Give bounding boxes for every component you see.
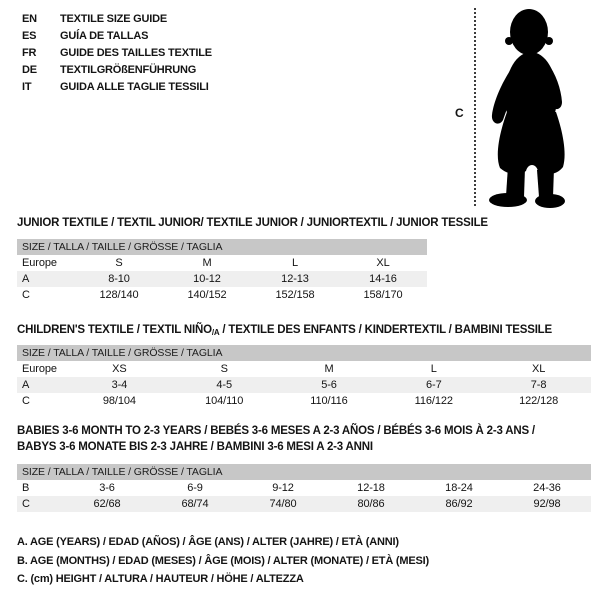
children-title-subscript: /A bbox=[211, 328, 220, 337]
table-row-europe bbox=[17, 361, 591, 377]
babies-title-line1: BABIES 3-6 MONTH TO 2-3 YEARS / BEBÉS 3-6 MESES A 2-3 AÑOS / BÉBÉS 3-6 MOIS À 2-3 ANS / bbox=[17, 425, 535, 437]
table-row-age bbox=[17, 271, 427, 287]
size-cell: 128/140 bbox=[99, 289, 139, 301]
row-label-cell: A bbox=[17, 377, 67, 393]
language-code: DE bbox=[22, 64, 37, 76]
language-code: EN bbox=[22, 13, 37, 25]
size-cell: 12-18 bbox=[357, 482, 385, 494]
footnote-height-cm: C. (cm) HEIGHT / ALTURA / HAUTEUR / HÖHE / ALTEZZA bbox=[17, 573, 304, 585]
size-cell: XS bbox=[112, 363, 127, 375]
row-label-cell: C bbox=[22, 395, 30, 407]
size-cell: 74/80 bbox=[239, 496, 327, 512]
babies-section-title bbox=[17, 423, 577, 455]
size-header-bar: SIZE / TALLA / TAILLE / GRÖSSE / TAGLIA bbox=[17, 239, 427, 255]
size-cell: 158/170 bbox=[363, 289, 403, 301]
size-cell: 62/68 bbox=[63, 496, 151, 512]
size-cell: 4-5 bbox=[172, 377, 277, 393]
size-cell: 110/116 bbox=[310, 395, 348, 407]
babies-title-line2: BABYS 3-6 MONATE BIS 2-3 JAHRE / BAMBINI 3-6 MESI A 2-3 ANNI bbox=[17, 441, 373, 453]
size-header-bar: SIZE / TALLA / TAILLE / GRÖSSE / TAGLIA bbox=[17, 345, 591, 361]
table-row-age bbox=[17, 377, 591, 393]
language-row-it bbox=[22, 79, 212, 96]
size-cell: 6-7 bbox=[381, 377, 486, 393]
size-cell: 10-12 bbox=[163, 271, 251, 287]
footnote-age-months: B. AGE (MONTHS) / EDAD (MESES) / ÂGE (MOIS) / ALTER (MONATE) / ETÀ (MESI) bbox=[17, 554, 429, 567]
language-code: ES bbox=[22, 30, 37, 42]
size-cell: 98/104 bbox=[102, 395, 136, 407]
row-label-cell: C bbox=[17, 496, 63, 512]
row-label-cell: C bbox=[22, 289, 30, 301]
babies-size-table bbox=[17, 464, 591, 512]
language-title: TEXTILE SIZE GUIDE bbox=[60, 13, 168, 25]
language-title: GUIDE DES TAILLES TEXTILE bbox=[60, 47, 212, 59]
size-cell: 18-24 bbox=[445, 482, 473, 494]
size-cell: 140/152 bbox=[187, 289, 227, 301]
size-cell: XL bbox=[376, 257, 390, 269]
size-cell: XL bbox=[531, 363, 546, 375]
size-cell: 80/86 bbox=[327, 496, 415, 512]
size-cell: 9-12 bbox=[272, 482, 294, 494]
language-title: GUIDA ALLE TAGLIE TESSILI bbox=[60, 81, 209, 93]
size-header-bar: SIZE / TALLA / TAILLE / GRÖSSE / TAGLIA bbox=[17, 464, 591, 480]
table-row-europe bbox=[17, 255, 427, 271]
children-size-table bbox=[17, 345, 591, 409]
size-cell: S bbox=[220, 363, 228, 375]
size-cell: 24-36 bbox=[533, 482, 561, 494]
children-title-text: / TEXTILE DES ENFANTS / KINDERTEXTIL / BAMBINI TESSILE bbox=[219, 324, 552, 336]
language-code: IT bbox=[22, 81, 32, 93]
size-cell: L bbox=[430, 363, 437, 375]
children-section-title bbox=[17, 322, 552, 341]
baby-silhouette-icon bbox=[486, 4, 600, 210]
size-cell: 5-6 bbox=[277, 377, 382, 393]
table-row-height bbox=[17, 496, 591, 512]
language-row-en bbox=[22, 11, 212, 28]
language-title: TEXTILGRÖßENFÜHRUNG bbox=[60, 64, 197, 76]
size-cell: 3-4 bbox=[67, 377, 172, 393]
size-cell: 68/74 bbox=[151, 496, 239, 512]
size-cell: 14-16 bbox=[339, 271, 427, 287]
table-row-height bbox=[17, 287, 427, 303]
size-cell: 6-9 bbox=[187, 482, 203, 494]
size-cell: 116/122 bbox=[414, 395, 453, 407]
size-cell: S bbox=[115, 257, 123, 269]
size-cell: 104/110 bbox=[205, 395, 244, 407]
size-cell: 92/98 bbox=[503, 496, 591, 512]
row-label-cell: Europe bbox=[22, 363, 57, 375]
language-code: FR bbox=[22, 47, 37, 59]
table-row-months bbox=[17, 480, 591, 496]
row-label-cell: A bbox=[17, 271, 75, 287]
size-cell: 86/92 bbox=[415, 496, 503, 512]
height-measure-label: C bbox=[455, 106, 464, 120]
size-cell: M bbox=[324, 363, 334, 375]
language-title: GUÍA DE TALLAS bbox=[60, 30, 149, 42]
size-cell: 152/158 bbox=[275, 289, 315, 301]
language-row-es bbox=[22, 28, 212, 45]
table-row-height bbox=[17, 393, 591, 409]
junior-section-title: JUNIOR TEXTILE / TEXTIL JUNIOR/ TEXTILE JUNIOR / JUNIORTEXTIL / JUNIOR TESSILE bbox=[17, 217, 488, 229]
children-title-text: CHILDREN'S TEXTILE / TEXTIL NIÑO bbox=[17, 324, 212, 336]
size-cell: L bbox=[291, 257, 299, 269]
size-cell: 122/128 bbox=[519, 395, 559, 407]
size-cell: M bbox=[202, 257, 212, 269]
size-cell: 8-10 bbox=[75, 271, 163, 287]
size-cell: 12-13 bbox=[251, 271, 339, 287]
height-measure-dotted-line bbox=[474, 8, 476, 206]
size-cell: 7-8 bbox=[486, 377, 591, 393]
row-label-cell: B bbox=[22, 482, 30, 494]
row-label-cell: Europe bbox=[22, 257, 57, 269]
language-row-fr bbox=[22, 45, 212, 62]
junior-size-table bbox=[17, 239, 427, 303]
footnotes bbox=[17, 533, 429, 589]
language-row-de bbox=[22, 62, 212, 79]
size-cell: 3-6 bbox=[99, 482, 115, 494]
language-list bbox=[22, 11, 212, 96]
footnote-age-years: A. AGE (YEARS) / EDAD (AÑOS) / ÂGE (ANS) / ALTER (JAHRE) / ETÀ (ANNI) bbox=[17, 536, 399, 548]
